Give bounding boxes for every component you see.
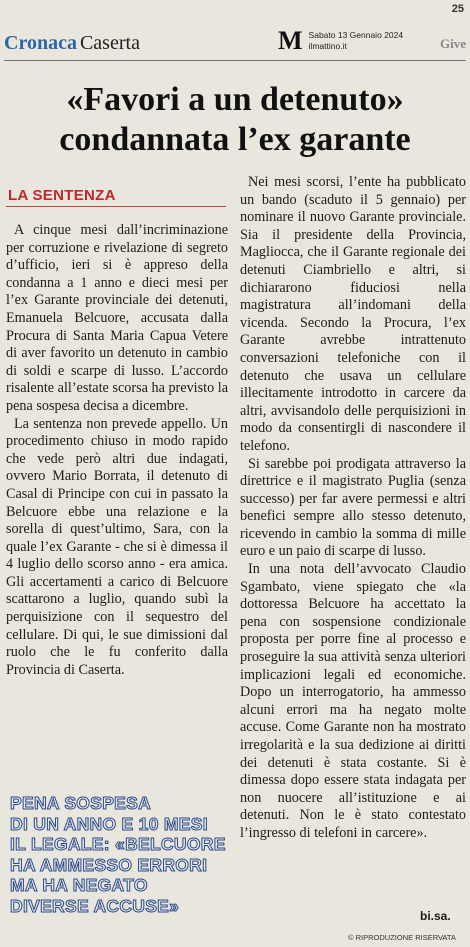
article-kicker: LA SENTENZA <box>8 187 116 204</box>
adjacent-page-fragment: Give <box>440 36 466 51</box>
headline-line: «Favori a un detenuto» <box>66 81 404 118</box>
article-column-right <box>240 174 466 843</box>
header-divider <box>4 60 466 61</box>
copyright-notice: © RIPRODUZIONE RISERVATA <box>348 933 456 942</box>
masthead-logo: M <box>278 26 303 55</box>
pull-quote-line: DI UN ANNO E 10 MESI <box>10 813 208 834</box>
article-paragraph: Si sarebbe poi prodigata attraverso la direttrice e il magistrato Puglia (senza successo) per far avere permessi e altri benefici sempre allo stesso detenuto, ricevendo in cambio la somma di mille euro e un paio di scarpe di lusso. <box>240 455 466 560</box>
article-paragraph: La sentenza non prevede appello. Un procedimento chiuso in modo rapido che vede però altri due indagati, ovvero Mario Borrata, il detenuto di Casal di Principe con cui in passato la Belcuore ebbe una relazione e la sorella di quest’ultimo, Sara, con la quale l’ex Garante - che si è dimessa il 4 luglio dello scorso anno - era amica. Gli accertamenti a carico di Belcuore scattarono a luglio, quando subì la perquisizione con il sequestro del cellulare. Di qui, le sue dimissioni dal ruolo che le fu conferito dalla Provincia di Caserta. <box>6 415 228 678</box>
pull-quote-line: DIVERSE ACCUSE» <box>10 895 180 916</box>
section-name: Cronaca <box>4 31 77 54</box>
headline-line: condannata l’ex garante <box>59 121 411 158</box>
masthead <box>278 28 403 54</box>
section-city: Caserta <box>79 31 140 54</box>
issue-date: Sabato 13 Gennaio 2024 <box>308 30 404 40</box>
site-url: ilmattino.it <box>308 41 347 51</box>
article-paragraph: In una nota dell’avvocato Claudio Sgambato, viene spiegato che «la dottoressa Belcuore ha accettato la pena con sospensione condizionale proposta per porre fine al processo e proseguire la sua attività senza ulteriori implicazioni legali ed economiche. Dopo un interrogatorio, ha ammesso alcuni errori ma ha negato molte accuse. Come Garante non ha mostrato irregolarità e la sua dedizione ai diritti dei detenuti è stata costante. Si è dimessa dopo essere stata indagata per non nuocere all’istituzione e ai detenuti. Non le è stato contestato l’ingresso di telefoni in carcere». <box>240 561 466 841</box>
article-paragraph: A cinque mesi dall’incriminazione per corruzione e rivelazione di segreto d’ufficio, ieri si è appreso della condanna a 1 anno e dieci mesi per l’ex Garante provinciale dei detenuti, Emanuela Belcuore, accusata dalla Procura di Santa Maria Capua Vetere di aver favorito un detenuto in cambio di soldi e scarpe di lusso. L’accordo risalente all’estate scorsa ha previsto la pena sospesa decisa a dicembre. <box>6 222 228 414</box>
page-number: 25 <box>451 3 464 15</box>
pull-quote-line: IL LEGALE: «BELCUORE <box>10 834 226 854</box>
pull-quote <box>10 793 230 916</box>
author-signature: bi.sa. <box>420 909 451 923</box>
article-column-left <box>6 222 228 679</box>
pull-quote-line: PENA SOSPESA <box>10 793 152 813</box>
article-paragraph: Nei mesi scorsi, l’ente ha pubblicato un bando (scaduto il 5 gennaio) per nominare il nuovo Garante provinciale. Sia il presidente della Provincia, Magliocca, che il Garante regionale dei detenuti Ciambriello e altri, si dichiararono fiduciosi nella magistratura all’indomani della vicenda. Secondo la Procura, l’ex Garante avrebbe intrattenuto conversazioni telefoniche con il detenuto che usava un cellulare illecitamente introdotto in carcere da altri, avvisandolo delle perquisizioni in modo da consentirgli di nascondere il telefono. <box>240 174 466 454</box>
kicker-divider <box>6 206 226 207</box>
masthead-info <box>309 30 404 52</box>
pull-quote-line: MA HA NEGATO <box>10 875 148 895</box>
pull-quote-line: HA AMMESSO ERRORI <box>10 854 208 875</box>
section-header <box>4 26 466 56</box>
article-headline <box>4 80 466 160</box>
